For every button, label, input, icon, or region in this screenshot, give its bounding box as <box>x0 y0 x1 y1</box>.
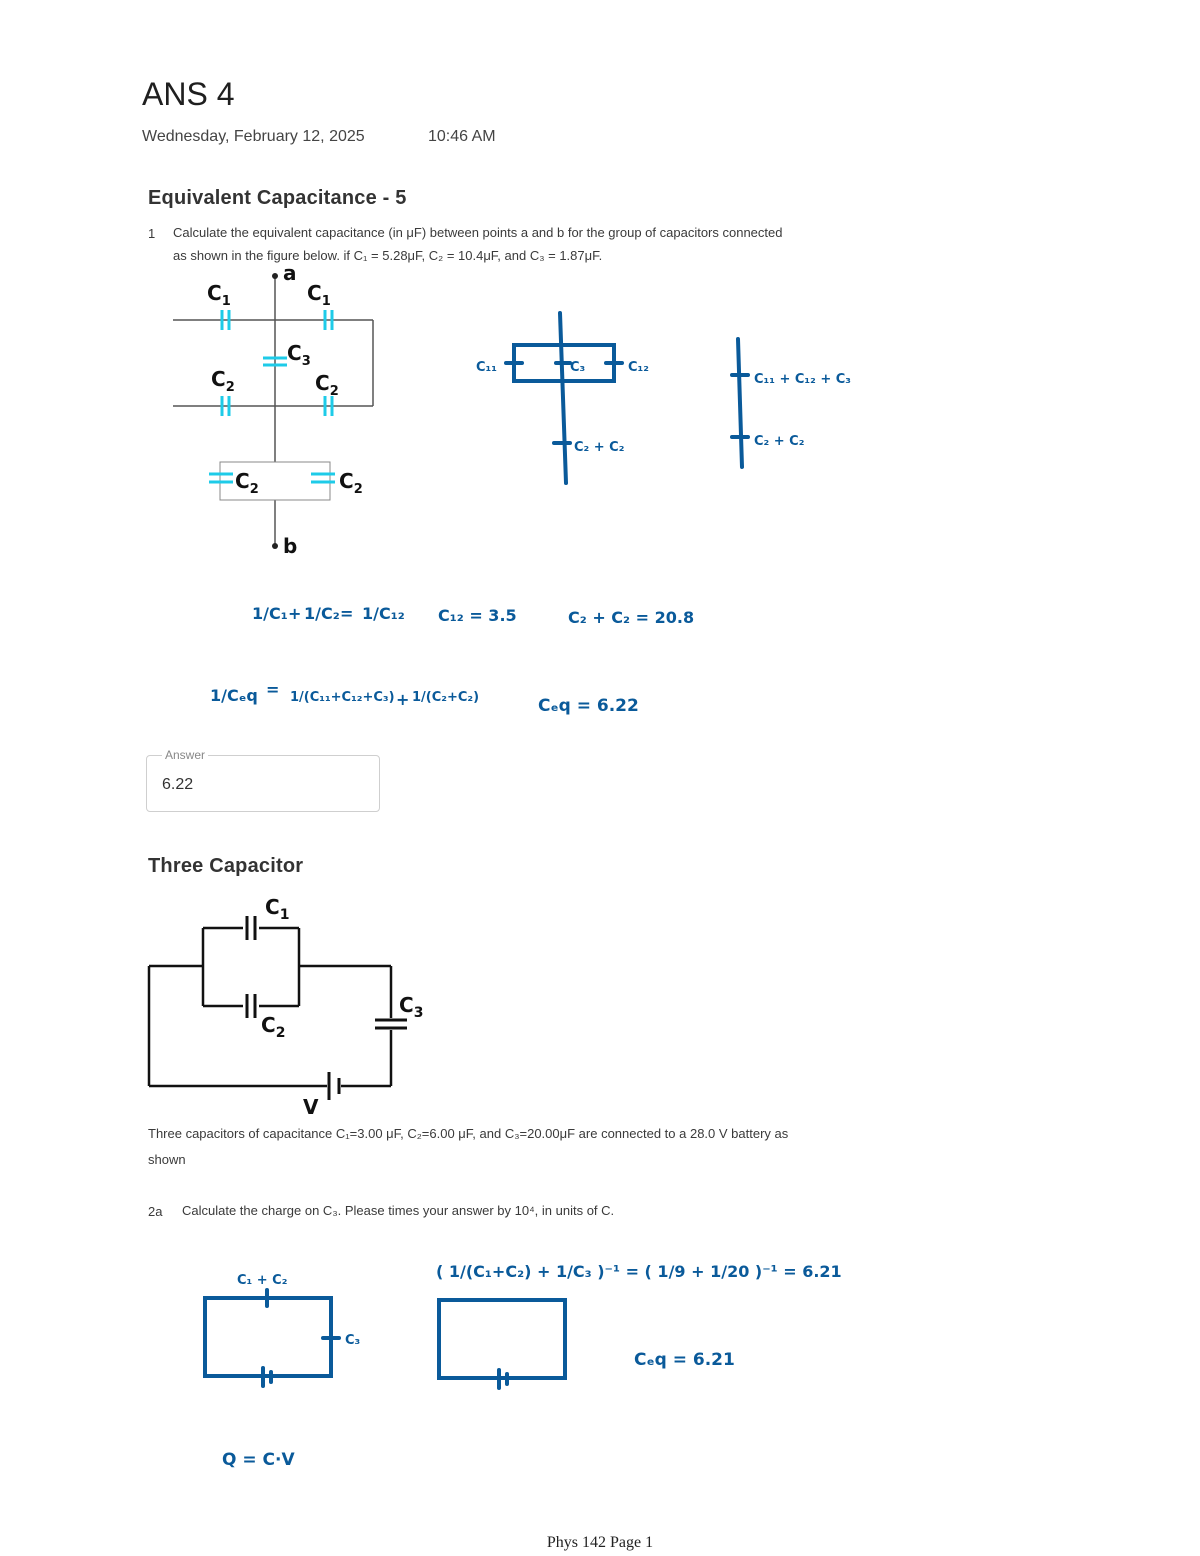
page-footer: Phys 142 Page 1 <box>546 1534 654 1551</box>
hw-eq2-term2: 1/(C₂+C₂) <box>412 690 480 705</box>
hw-eq2-lhs: 1/Cₑq <box>210 686 258 705</box>
node-b-label: b <box>283 534 298 558</box>
hw-c3-label: C₃ <box>570 360 586 375</box>
svg-text:C1: $C_1$ <box>265 895 290 923</box>
c2-label-left: C <box>211 367 226 391</box>
hw-series-formula: ( 1/(C₁+C₂) + 1/C₃ )⁻¹ = ( 1/9 + 1/20 )⁻¹ = 6.21 <box>436 1262 842 1281</box>
handwritten-simplification-diagrams <box>470 305 890 495</box>
hw-ceq-result: Cₑq = 6.21 <box>634 1350 735 1370</box>
svg-text:C2: $C_2$ <box>315 371 339 399</box>
hw-eq1-rhs: 1/C₁₂ <box>362 604 405 623</box>
page-date: Wednesday, February 12, 2025 <box>142 128 365 145</box>
c2-label-lower-right: C <box>339 469 354 493</box>
hw-eq1-term2: 1/C₂ <box>304 604 340 623</box>
circuit-c3-label: C <box>399 993 414 1017</box>
circuit-battery-label: V <box>303 1095 319 1119</box>
hw-circ1-right-label: C₃ <box>345 1333 361 1348</box>
hw-circ1-top-label: C₁ + C₂ <box>237 1273 288 1288</box>
hw-sum-top-label: C₁₁ + C₁₂ + C₃ <box>754 372 851 387</box>
svg-text:C1: $C_1$ <box>307 281 331 309</box>
question-1-line-1: Calculate the equivalent capacitance (in μF) between points a and b for the group of capacitors connected <box>173 225 783 240</box>
svg-text:C2: $C_2$ <box>211 367 235 395</box>
answer-label: Answer <box>162 748 208 762</box>
page-time: 10:46 AM <box>428 128 496 145</box>
hw-c2-sum-label: C₂ + C₂ <box>574 440 625 455</box>
hw-eq1-result: C₁₂ = 3.5 <box>438 606 517 625</box>
svg-text:C2: $C_2$ <box>339 469 363 497</box>
c2-label-right: C <box>315 371 330 395</box>
hw-eq1-sum: C₂ + C₂ = 20.8 <box>568 608 695 627</box>
page-title: ANS 4 <box>142 76 235 112</box>
c1-label-right: C <box>307 281 322 305</box>
hw-charge-equation: Q = C·V <box>222 1450 295 1470</box>
svg-text:C1: $C_1$ <box>207 281 231 309</box>
question-number-2a: 2a <box>148 1204 163 1219</box>
question-2-description-line-1: Three capacitors of capacitance C₁=3.00 μF, C₂=6.00 μF, and C₃=20.00μF are connected to a 28.0 V battery as <box>148 1126 789 1141</box>
circuit-c1-label: C <box>265 895 280 919</box>
c2-label-lower-left: C <box>235 469 250 493</box>
section-heading-three-capacitor: Three Capacitor <box>148 855 304 877</box>
circuit-c2-label: C <box>261 1013 276 1037</box>
section-heading-equivalent-capacitance: Equivalent Capacitance - 5 <box>148 187 407 209</box>
svg-text:C2: $C_2$ <box>261 1013 286 1041</box>
node-a-label: a <box>283 262 297 285</box>
svg-text:C2: $C_2$ <box>235 469 259 497</box>
hw-c11-label: C₁₁ <box>476 360 497 375</box>
svg-text:C3: $C_3$ <box>399 993 424 1021</box>
hw-c12-label: C₁₂ <box>628 360 649 375</box>
question-2a-text: Calculate the charge on C₃. Please times your answer by 10⁴, in units of C. <box>182 1203 615 1218</box>
handwritten-reduced-circuits <box>195 1262 595 1392</box>
c3-label: C <box>287 341 302 365</box>
hw-sum-bottom-label: C₂ + C₂ <box>754 434 805 449</box>
answer-value[interactable]: 6.22 <box>162 776 194 793</box>
question-number-1: 1 <box>148 226 156 241</box>
svg-text:C3: $C_3$ <box>287 341 311 369</box>
c1-label-left: C <box>207 281 222 305</box>
hw-eq1-term1: 1/C₁ <box>252 604 288 623</box>
hw-eq2-result: Cₑq = 6.22 <box>538 696 639 716</box>
hw-eq2-term1: 1/(C₁₁+C₁₂+C₃) <box>290 690 395 705</box>
capacitor-network-figure <box>165 262 395 562</box>
question-1-line-2: as shown in the figure below. if C₁ = 5.28μF, C₂ = 10.4μF, and C₃ = 1.87μF. <box>173 248 603 263</box>
question-2-description-line-2: shown <box>148 1152 186 1167</box>
three-capacitor-circuit-figure <box>145 890 445 1120</box>
